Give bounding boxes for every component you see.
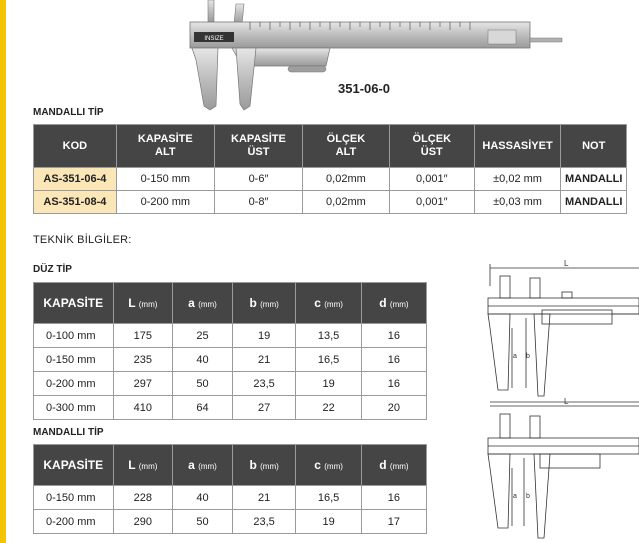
table-cell: 40 [173, 486, 233, 510]
dim-label-b-2: b [526, 493, 530, 500]
header-kapasite-ust: KAPASİTE ÜST [214, 125, 302, 168]
table-cell: 27 [232, 396, 296, 420]
header-hassasiyet: HASSASİYET [474, 125, 561, 168]
table-cell: 0,02mm [303, 168, 390, 191]
product-table-header [34, 125, 627, 168]
table-cell: 0-150 mm [34, 348, 114, 372]
table-row [34, 324, 427, 348]
header-c: c (mm) [296, 283, 361, 324]
header-not: NOT [561, 125, 627, 168]
header-b: b (mm) [232, 445, 296, 486]
brand-text: INSIZE [204, 36, 224, 42]
table-cell: 16 [361, 486, 426, 510]
table-cell: 0-150 mm [116, 168, 214, 191]
table-cell: 64 [173, 396, 233, 420]
header-kapasite: KAPASİTE [34, 283, 114, 324]
dim-label-l: L [564, 259, 569, 268]
table-cell: 0-200 mm [34, 372, 114, 396]
header-kod: KOD [34, 125, 117, 168]
table-cell: MANDALLI [561, 168, 627, 191]
dim-table-header [34, 283, 427, 324]
table-cell: 297 [113, 372, 173, 396]
dim-label-a-2: a [513, 493, 517, 500]
table-row [34, 348, 427, 372]
table-cell: 0,001″ [389, 191, 474, 214]
dim-label-b: b [526, 353, 530, 360]
table-cell: 19 [296, 372, 361, 396]
product-code-cell: AS-351-06-4 [34, 168, 117, 191]
table-cell: 22 [296, 396, 361, 420]
header-l: L (mm) [113, 445, 173, 486]
header-a: a (mm) [173, 445, 233, 486]
table-cell: ±0,02 mm [474, 168, 561, 191]
dim-table-header [34, 445, 427, 486]
mandalli-tip-table [33, 444, 427, 534]
table-cell: 290 [113, 510, 173, 534]
header-d: d (mm) [361, 283, 426, 324]
table-row [34, 510, 427, 534]
section-title-mandalli-2: MANDALLI TİP [33, 427, 104, 438]
product-code-cell: AS-351-08-4 [34, 191, 117, 214]
table-cell: 16 [361, 348, 426, 372]
header-a: a (mm) [173, 283, 233, 324]
table-cell: 50 [173, 510, 233, 534]
table-cell: 0,02mm [303, 191, 390, 214]
teknik-bilgiler-title: TEKNİK BİLGİLER: [33, 234, 132, 246]
table-row [34, 486, 427, 510]
section-title-duz: DÜZ TİP [33, 264, 72, 275]
table-cell: 16 [361, 372, 426, 396]
table-cell: 20 [361, 396, 426, 420]
table-cell: 16,5 [296, 348, 361, 372]
accent-bar [0, 0, 6, 543]
header-d: d (mm) [361, 445, 426, 486]
table-cell: 175 [113, 324, 173, 348]
table-cell: 17 [361, 510, 426, 534]
header-c: c (mm) [296, 445, 361, 486]
table-cell: 23,5 [232, 372, 296, 396]
table-cell: ±0,03 mm [474, 191, 561, 214]
dim-label-l-2: L [564, 397, 569, 406]
caliper-technical-drawing [482, 258, 639, 543]
table-cell: 228 [113, 486, 173, 510]
duz-tip-table [33, 282, 427, 420]
table-cell: MANDALLI [561, 191, 627, 214]
table-row [34, 372, 427, 396]
table-cell: 0-300 mm [34, 396, 114, 420]
table-cell: 25 [173, 324, 233, 348]
header-olcek-alt: ÖLÇEK ALT [303, 125, 390, 168]
header-l: L (mm) [113, 283, 173, 324]
section-title-mandalli: MANDALLI TİP [33, 107, 104, 118]
table-cell: 0-6″ [214, 168, 302, 191]
table-row [34, 191, 627, 214]
table-cell: 21 [232, 486, 296, 510]
table-row [34, 168, 627, 191]
header-kapasite: KAPASİTE [34, 445, 114, 486]
table-cell: 21 [232, 348, 296, 372]
table-cell: 23,5 [232, 510, 296, 534]
table-row [34, 396, 427, 420]
table-cell: 50 [173, 372, 233, 396]
table-cell: 0-200 mm [34, 510, 114, 534]
product-code: 351-06-0 [338, 81, 391, 96]
table-cell: 19 [296, 510, 361, 534]
table-cell: 16 [361, 324, 426, 348]
table-cell: 0,001″ [389, 168, 474, 191]
table-cell: 235 [113, 348, 173, 372]
dim-label-a: a [513, 353, 517, 360]
table-cell: 410 [113, 396, 173, 420]
header-kapasite-alt: KAPASİTE ALT [116, 125, 214, 168]
table-cell: 0-100 mm [34, 324, 114, 348]
table-cell: 13,5 [296, 324, 361, 348]
table-cell: 0-200 mm [116, 191, 214, 214]
table-cell: 40 [173, 348, 233, 372]
table-cell: 16,5 [296, 486, 361, 510]
product-table [33, 124, 627, 214]
table-cell: 19 [232, 324, 296, 348]
table-cell: 0-150 mm [34, 486, 114, 510]
table-cell: 0-8″ [214, 191, 302, 214]
header-olcek-ust: ÖLÇEK ÜST [389, 125, 474, 168]
header-b: b (mm) [232, 283, 296, 324]
